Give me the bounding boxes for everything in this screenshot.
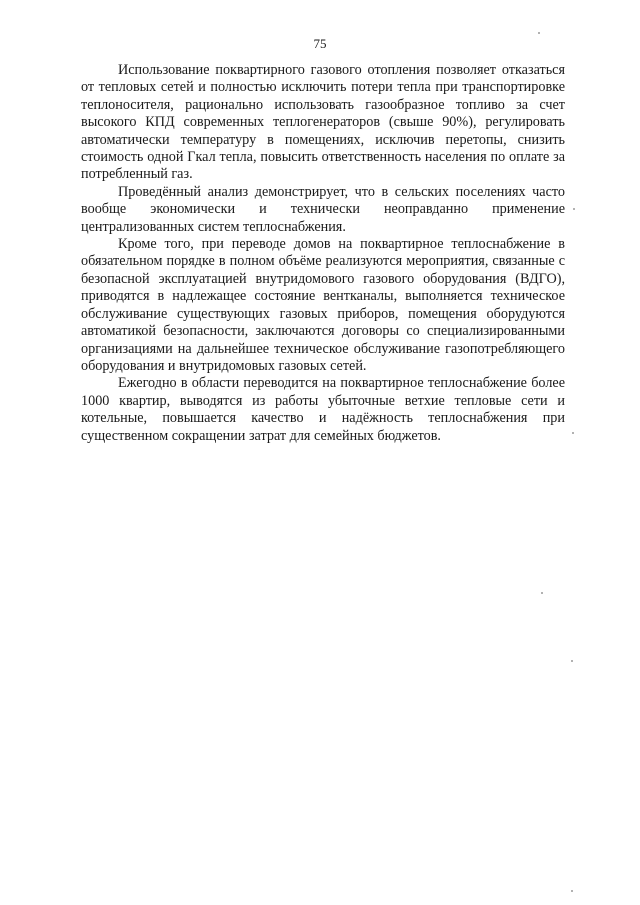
scan-speck: [571, 890, 573, 892]
scan-speck: [571, 660, 573, 662]
paragraph-gas-heating-benefits: Использование поквартирного газового отопления позволяет отказаться от тепловых сетей и полностью исключить потери тепла при транспортировке теплоносителя, рационально использовать газообразное топливо за счет высокого КПД современных теплогенераторов (свыше 90%), регулировать автоматически температуру в помещениях, исключив перетопы, снизить стоимость одной Гкал тепла, повысить ответственность населения по оплате за потребленный газ.: [81, 62, 565, 183]
scan-speck: [538, 32, 540, 34]
scan-speck: [572, 432, 574, 434]
paragraph-vdgo-measures: Кроме того, при переводе домов на поквартирное теплоснабжение в обязательном порядке в полном объёме реализуются мероприятия, связанные с безопасной эксплуатацией внутридомового газового оборудования (ВДГО), приводятся в надлежащее состояние вентканалы, выполняется техническое обслуживание существующих газовых приборов, помещения оборудуются автоматикой безопасности, заключаются договоры со специализированными организациями на дальнейшее техническое обслуживание газопотребляющего оборудования и внутридомовых газовых сетей.: [81, 236, 565, 374]
paragraph-annual-conversion: Ежегодно в области переводится на поквартирное теплоснабжение более 1000 квартир, выводятся из работы убыточные ветхие тепловые сети и котельные, повышается качество и надёжность теплоснабжения при существенном сокращении затрат для семейных бюджетов.: [81, 375, 565, 444]
page-number: 75: [313, 36, 327, 51]
scan-speck: [573, 208, 575, 210]
scan-speck: [541, 592, 543, 594]
document-body: [81, 62, 565, 445]
paragraph-rural-analysis: Проведённый анализ демонстрирует, что в сельских поселениях часто вообще экономически и технически неоправданно применение централизованных систем теплоснабжения.: [81, 183, 565, 235]
